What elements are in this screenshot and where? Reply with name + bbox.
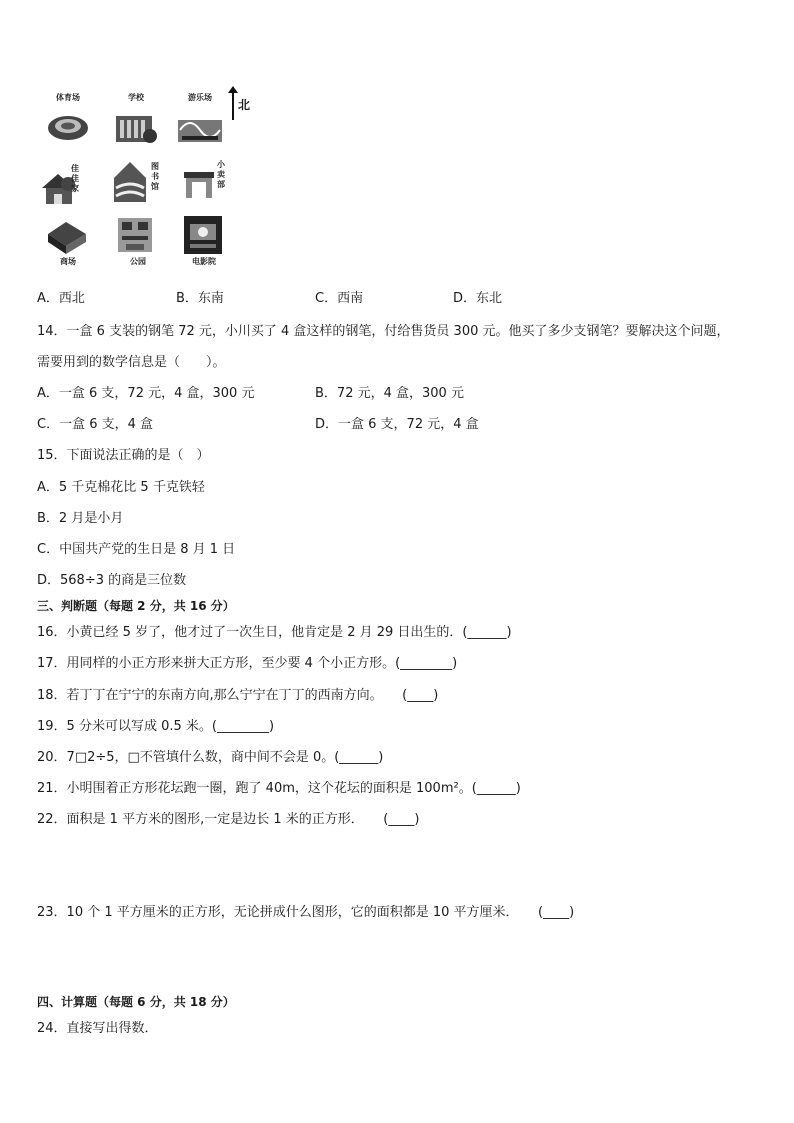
house-icon — [40, 158, 88, 214]
q14-option-b: B．72 元，4 盒，300 元 — [315, 386, 464, 401]
place-label: 游乐场 — [188, 93, 212, 102]
judge-item-19: 19．5 分米可以写成 0.5 米。(________) — [37, 719, 275, 734]
q15-option-a: A．5 千克棉花比 5 千克铁轻 — [37, 480, 205, 495]
amusement-park-icon — [176, 92, 224, 148]
place-label: 学校 — [128, 93, 144, 102]
q24-stem: 24．直接写出得数． — [37, 1021, 158, 1036]
q14-option-d: D．一盒 6 支，72 元，4 盒 — [315, 417, 479, 432]
direction-map-figure — [40, 92, 262, 274]
judge-item-23: 23．10 个 1 平方厘米的正方形，无论拼成什么图形，它的面积都是 10 平方厘米． (____) — [37, 905, 575, 920]
judge-item-20: 20．7□2÷5，□不管填什么数，商中间不会是 0。(______) — [37, 750, 384, 765]
north-label: 北 — [238, 98, 251, 112]
judge-item-17: 17．用同样的小正方形来拼大正方形，至少要 4 个小正方形。(________) — [37, 656, 458, 671]
park-icon — [114, 216, 162, 272]
q14-option-a: A．一盒 6 支，72 元，4 盒，300 元 — [37, 386, 255, 401]
judge-item-16: 16．小黄已经 5 岁了，他才过了一次生日，他肯定是 2 月 29 日出生的．(______) — [37, 625, 512, 640]
judge-item-18: 18．若丁丁在宁宁的东南方向,那么宁宁在丁丁的西南方向。 (____) — [37, 688, 439, 703]
q15-option-d: D．568÷3 的商是三位数 — [37, 573, 187, 588]
q15-option-b: B．2 月是小月 — [37, 511, 124, 526]
cinema-icon — [180, 216, 228, 272]
q15-stem: 15．下面说法正确的是（ ） — [37, 448, 210, 463]
place-label: 小卖部 — [217, 160, 225, 189]
section4-title: 四、计算题（每题 6 分，共 18 分） — [37, 995, 235, 1009]
section3-title: 三、判断题（每题 2 分，共 16 分） — [37, 599, 235, 613]
q14-option-c: C．一盒 6 支，4 盒 — [37, 417, 154, 432]
judge-item-22: 22．面积是 1 平方米的图形,一定是边长 1 米的正方形． (____) — [37, 812, 420, 827]
place-label: 佳佳家 — [71, 164, 79, 193]
q14-stem-line2: 需要用到的数学信息是（ ）。 — [37, 355, 226, 370]
place-label: 体育场 — [56, 93, 80, 102]
q13-option-b: B．东南 — [176, 291, 224, 306]
q13-option-d: D．东北 — [453, 291, 503, 306]
place-label: 公园 — [130, 257, 146, 266]
q13-option-c: C．西南 — [315, 291, 364, 306]
school-icon — [112, 92, 160, 148]
place-label: 图书馆 — [151, 162, 159, 191]
mall-icon — [44, 218, 92, 274]
q13-option-a: A．西北 — [37, 291, 85, 306]
place-label: 商场 — [60, 257, 76, 266]
north-arrow-icon — [232, 92, 234, 120]
judge-item-21: 21．小明围着正方形花坛跑一圈，跑了 40m，这个花坛的面积是 100m²。(______) — [37, 781, 521, 796]
shop-icon — [180, 158, 228, 214]
q15-option-c: C．中国共产党的生日是 8 月 1 日 — [37, 542, 236, 557]
q14-stem-line1: 14．一盒 6 支装的钢笔 72 元，小川买了 4 盒这样的钢笔，付给售货员 300 元。他买了多少支钢笔？要解决这个问题， — [37, 324, 730, 339]
place-label: 电影院 — [192, 257, 216, 266]
library-icon — [110, 158, 158, 214]
stadium-icon — [44, 92, 92, 148]
